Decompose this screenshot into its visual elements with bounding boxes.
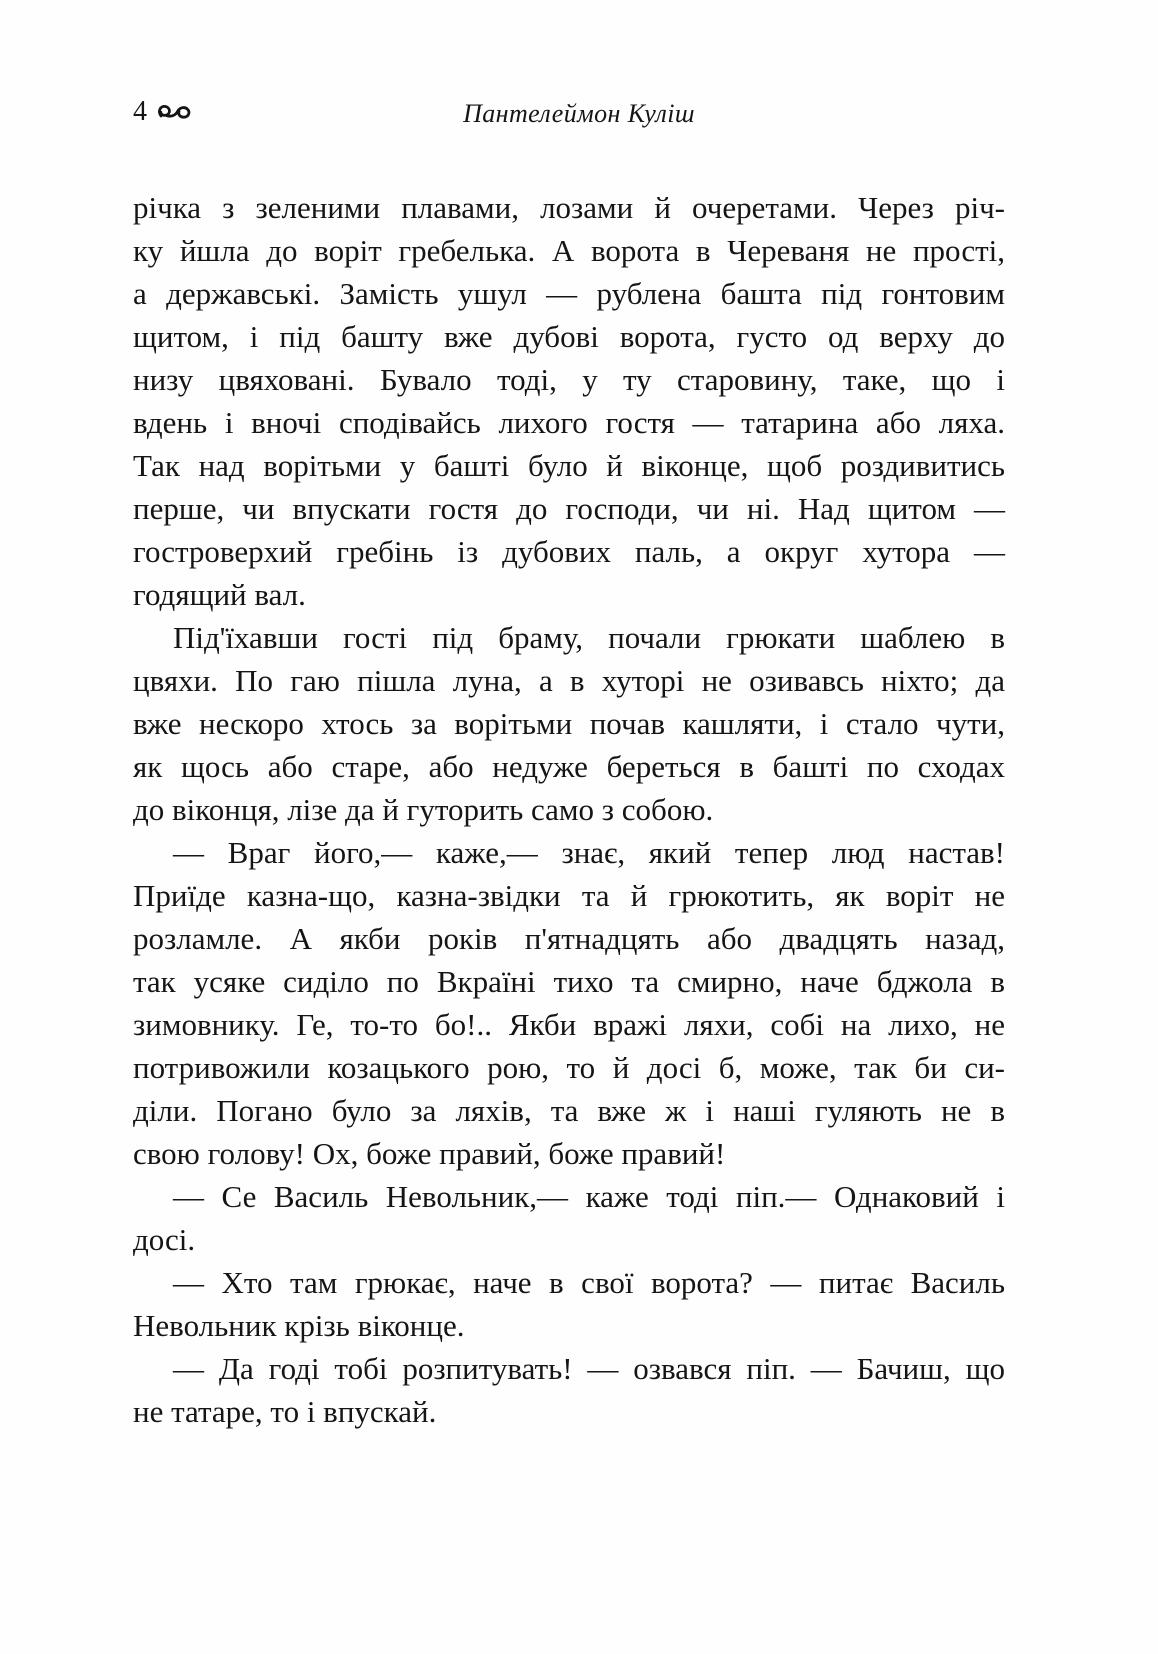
running-title: Пантелеймон Куліш: [463, 99, 695, 128]
text-line: діли. Погано було за ляхів, та вже ж і наші гуляють не в: [133, 1093, 1005, 1128]
text-line: потривожили козацького рою, то й досі б, може, так би си-: [133, 1050, 1005, 1085]
paragraph: [133, 1347, 1005, 1433]
text-line: не татаре, то і впускай.: [133, 1394, 437, 1429]
text-line: годящий вал.: [133, 577, 306, 612]
text-line: вже нескоро хтось за ворітьми почав кашляти, і стало чути,: [133, 706, 1005, 741]
text-line: Приїде казна-що, казна-звідки та й грюкотить, як воріт не: [133, 878, 1005, 913]
text-line: — Да годі тобі розпитувать! — озвався піп. — Бачиш, що: [173, 1351, 1005, 1386]
text-line: так усяке сиділо по Вкраїні тихо та смирно, наче бджола в: [133, 964, 1005, 999]
paragraph: [133, 616, 1005, 831]
text-line: — Враг його,— каже,— знає, який тепер люд настав!: [173, 835, 1005, 870]
text-line: до віконця, лізе да й гуторить само з собою.: [133, 792, 714, 827]
text-line: гостроверхий гребінь із дубових паль, а округ хутора —: [133, 534, 1005, 569]
text-line: — Хто там грюкає, наче в свої ворота? — питає Василь: [173, 1265, 1005, 1300]
paragraph: [133, 1261, 1005, 1347]
text-line: зимовнику. Ге, то-то бо!.. Якби вражі ляхи, собі на лихо, не: [133, 1007, 1005, 1042]
paragraph: [133, 1175, 1005, 1261]
text-line: а державські. Замість ушул — рублена башта під гонтовим: [133, 276, 1005, 311]
text-line: щитом, і під башту вже дубові ворота, густо од верху до: [133, 319, 1005, 354]
text-line: розламле. А якби років п'ятнадцять або двадцять назад,: [133, 921, 1005, 956]
text-line: досі.: [133, 1222, 196, 1257]
text-line: ку йшла до воріт гребелька. А ворота в Череваня не прості,: [133, 233, 1005, 268]
text-line: Невольник крізь віконце.: [133, 1308, 465, 1343]
text-line: як щось або старе, або недуже береться в башті по сходах: [133, 749, 1005, 784]
page-number: 4: [133, 96, 147, 127]
paragraph: [133, 831, 1005, 1175]
text-line: річка з зеленими плавами, лозами й очеретами. Через річ-: [133, 190, 1005, 225]
text-line: перше, чи впускати гостя до господи, чи ні. Над щитом —: [133, 491, 1005, 526]
text-line: — Се Василь Невольник,— каже тоді піп.— Однаковий і: [173, 1179, 1005, 1214]
text-line: свою голову! Ох, боже правий, боже правий!: [133, 1136, 726, 1171]
paragraph: [133, 186, 1005, 616]
text-line: вдень і вночі сподівайсь лихого гостя — татарина або ляха.: [133, 405, 1005, 440]
text-line: Так над ворітьми у башті було й віконце, щоб роздивитись: [133, 448, 1005, 483]
body-text: [133, 186, 1005, 1433]
text-line: Під'їхавши гості під браму, почали грюкати шаблею в: [173, 620, 1005, 655]
text-line: низу цвяховані. Бувало тоді, у ту старовину, таке, що і: [133, 362, 1005, 397]
text-line: цвяхи. По гаю пішла луна, а в хуторі не озивавсь ніхто; да: [133, 663, 1005, 698]
